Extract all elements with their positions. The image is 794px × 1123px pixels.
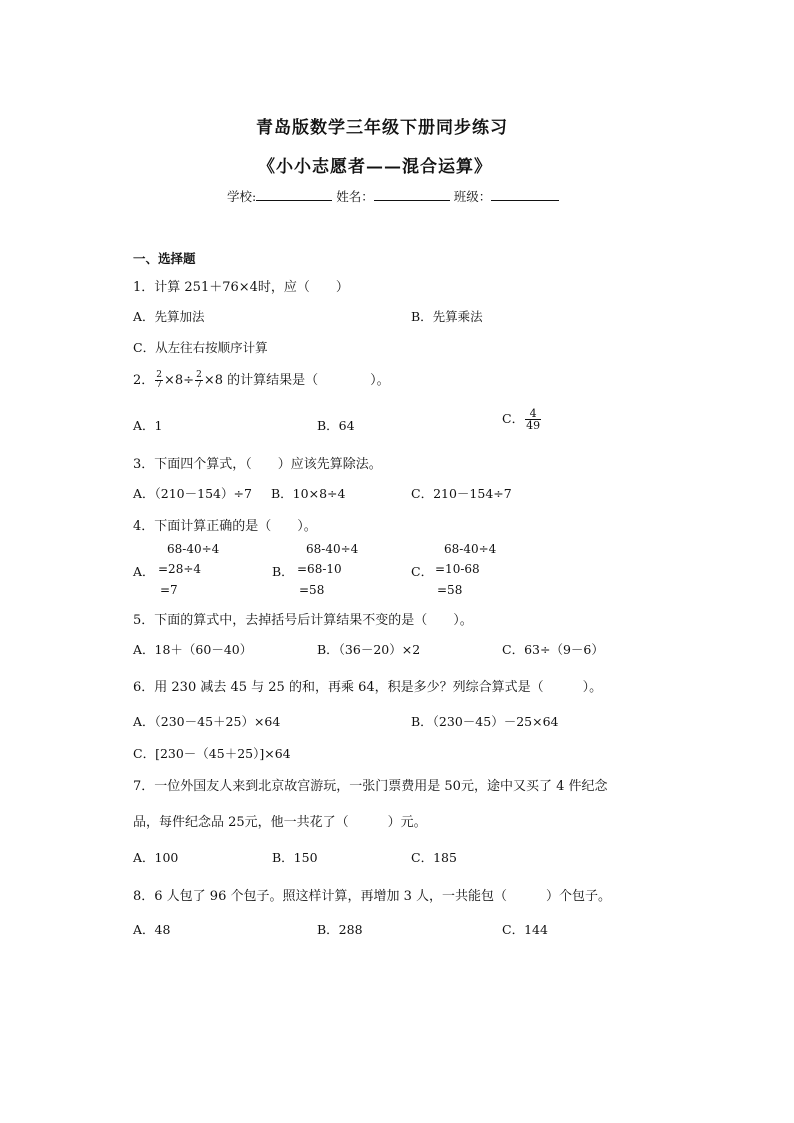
question-7-line1: 7．一位外国友人来到北京故宫游玩，一张门票费用是 50元，途中又买了 4 件纪念 [133, 779, 608, 794]
q8-option-c[interactable]: C．144 [502, 922, 548, 937]
q3-option-b[interactable]: B．10×8÷4 [271, 486, 346, 501]
q7-option-a[interactable]: A．100 [133, 850, 179, 865]
q5-option-c[interactable]: C．63÷（9－6） [502, 642, 604, 657]
q6-option-b[interactable]: B．（230－45）－25×64 [411, 714, 559, 729]
page-subtitle: 《小小志愿者——混合运算》 [258, 157, 492, 177]
q4-c-line3: =58 [437, 583, 463, 597]
q6-option-c[interactable]: C．[230－（45＋25）]×64 [133, 746, 291, 761]
section-heading: 一、选择题 [133, 251, 196, 266]
q8-option-a[interactable]: A．48 [133, 922, 171, 937]
q2-option-b[interactable]: B．64 [317, 418, 355, 433]
question-5: 5．下面的算式中，去掉括号后计算结果不变的是（ ）。 [133, 613, 473, 628]
q4-option-c-label[interactable]: C． [411, 564, 434, 579]
q4-c-line2: =10-68 [435, 562, 480, 576]
q4-c-line1: 68-40÷4 [444, 542, 497, 556]
fraction: $\frac{2}{7}$ [156, 370, 163, 390]
q4-a-line1: 68-40÷4 [167, 542, 220, 556]
question-2: 2． $\frac{2}{7}$ ×8÷ $\frac{2}{7}$ ×8 的计算结果是（ ）。 [133, 370, 390, 390]
q5-option-b[interactable]: B．（36－20）×2 [317, 642, 421, 657]
school-label: 学校: [227, 189, 257, 204]
q2-option-c[interactable]: C． $\frac{4}{49}$ [502, 407, 541, 432]
question-1: 1．计算 251＋76×4时，应（ ） [133, 280, 349, 295]
q3-option-c[interactable]: C．210－154÷7 [411, 486, 512, 501]
name-label: 姓名： [336, 189, 374, 204]
q5-option-a[interactable]: A．18＋（60－40） [133, 642, 253, 657]
question-3: 3．下面四个算式，（ ）应该先算除法。 [133, 457, 382, 472]
q3-option-a[interactable]: A．（210－154）÷7 [133, 486, 252, 501]
question-8: 8．6 人包了 96 个包子。照这样计算，再增加 3 人，一共能包（ ）个包子。 [133, 889, 612, 904]
page-title: 青岛版数学三年级下册同步练习 [256, 118, 508, 138]
q4-a-line3: =7 [160, 583, 178, 597]
class-field[interactable] [491, 188, 559, 201]
fraction: $\frac{2}{7}$ [196, 370, 202, 390]
school-field[interactable] [256, 188, 332, 201]
student-info-line [227, 187, 559, 205]
q7-option-b[interactable]: B．150 [272, 850, 318, 865]
q1-option-b[interactable]: B．先算乘法 [411, 309, 483, 324]
q4-b-line3: =58 [299, 583, 325, 597]
q7-option-c[interactable]: C．185 [411, 850, 457, 865]
q4-a-line2: =28÷4 [158, 562, 202, 576]
q4-option-b-label[interactable]: B． [272, 564, 294, 579]
q4-b-line1: 68-40÷4 [306, 542, 359, 556]
class-label: 班级： [453, 189, 492, 204]
q6-option-a[interactable]: A．（230－45＋25）×64 [133, 714, 281, 729]
question-7-line2: 品，每件纪念品 25元，他一共花了（ ）元。 [133, 815, 427, 830]
q4-option-a-label[interactable]: A． [133, 564, 155, 579]
q1-option-c[interactable]: C．从左往右按顺序计算 [133, 340, 268, 355]
question-6: 6．用 230 减去 45 与 25 的和，再乘 64，积是多少？列综合算式是（ ）。 [133, 680, 603, 695]
fraction: $\frac{4}{49}$ [526, 407, 541, 432]
q1-option-a[interactable]: A．先算加法 [133, 309, 205, 324]
question-4: 4．下面计算正确的是（ ）。 [133, 519, 317, 534]
q8-option-b[interactable]: B．288 [317, 922, 363, 937]
q2-option-a[interactable]: A．1 [133, 418, 163, 433]
name-field[interactable] [374, 188, 450, 201]
q4-b-line2: =68-10 [297, 562, 342, 576]
